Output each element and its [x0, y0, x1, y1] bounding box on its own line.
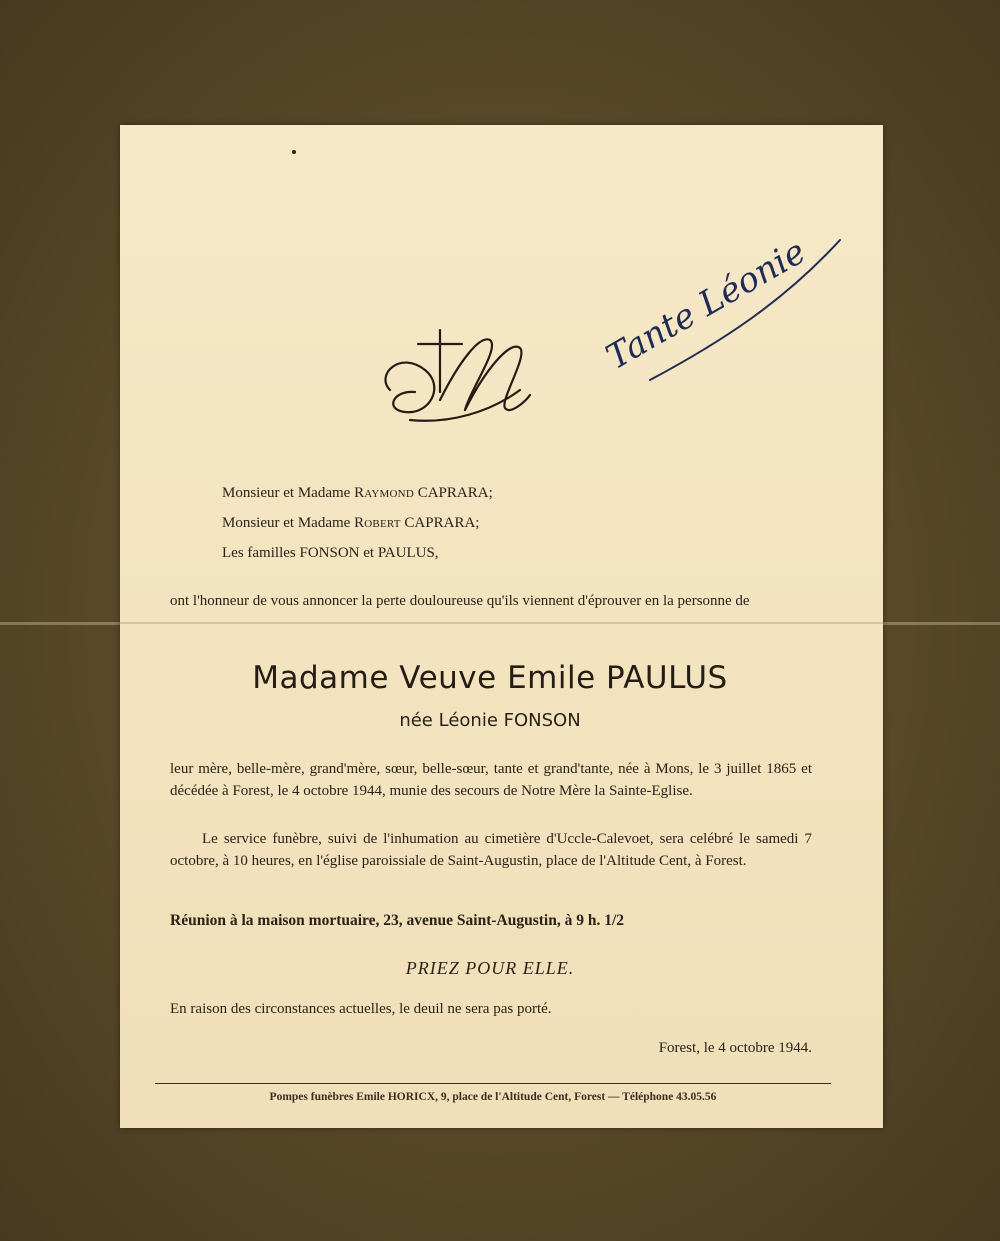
funeral-home-footer: Pompes funèbres Emile HORICX, 9, place de l'Altitude Cent, Forest — Téléphone 43.05.56 — [269, 1091, 717, 1103]
bio-paragraph: leur mère, belle-mère, grand'mère, sœur, belle-sœur, tante et grand'tante, née à Mons, le 3 juillet 1865 et décédée à Forest, le 4 octobre 1944, munie des secours de Notre Mère la Sainte-Eglise. — [170, 761, 812, 799]
handwritten-note-text: Tante Léonie — [599, 231, 813, 378]
place-date: Forest, le 4 octobre 1944. — [658, 1040, 812, 1056]
mourning-note: En raison des circonstances actuelles, le deuil ne sera pas porté. — [170, 1001, 552, 1017]
funeral-announcement-card — [120, 125, 883, 1128]
handwritten-note-icon — [585, 220, 845, 390]
deceased-name: Madame Veuve Emile PAULUS — [252, 660, 728, 696]
cross-monogram-icon — [370, 320, 560, 430]
family-line-2: Monsieur et Madame Robert CAPRARA; — [222, 515, 480, 531]
ink-spot — [292, 150, 296, 154]
intro-paragraph: ont l'honneur de vous annoncer la perte douloureuse qu'ils viennent d'éprouver en la personne de — [170, 593, 750, 609]
paper-fold-crease — [120, 622, 883, 624]
service-paragraph: Le service funèbre, suivi de l'inhumation au cimetière d'Uccle-Calevoet, sera celébré le samedi 7 octobre, à 10 heures, en l'église paroissiale de Saint-Augustin, place de l'Altitude Cent, à Forest. — [170, 831, 812, 869]
reunion-line: Réunion à la maison mortuaire, 23, avenue Saint-Augustin, à 9 h. 1/2 — [170, 912, 625, 929]
prayer-line: PRIEZ POUR ELLE. — [405, 958, 575, 978]
family-line-3: Les familles FONSON et PAULUS, — [222, 545, 439, 561]
footer-divider — [155, 1083, 831, 1084]
maiden-name: née Léonie FONSON — [399, 710, 581, 731]
family-line-1: Monsieur et Madame Raymond CAPRARA; — [222, 485, 493, 501]
